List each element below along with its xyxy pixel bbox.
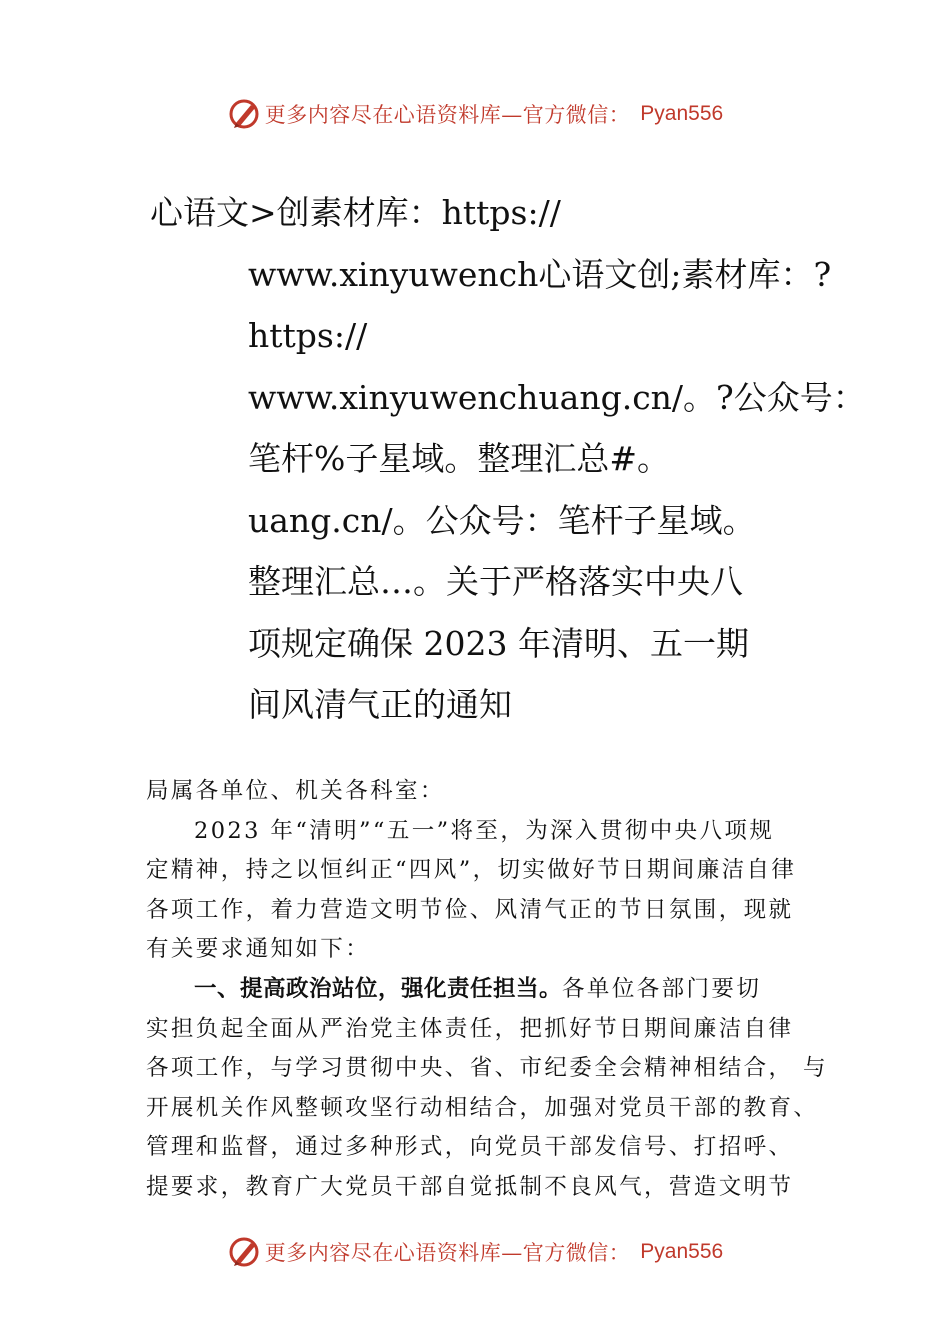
paragraph-line: 各项工作，着力营造文明节俭、风清气正的节日氛围，现就 bbox=[146, 896, 794, 923]
banner-text: 更多内容尽在心语资料库—官方微信： bbox=[264, 103, 631, 127]
pen-logo-icon bbox=[227, 1235, 261, 1269]
title-line: www.xinyuwench心语文创;素材库：? bbox=[248, 254, 832, 294]
paragraph-line: 各项工作，与学习贯彻中央、省、市纪委全会精神相结合， 与 bbox=[146, 1055, 828, 1082]
banner-text: 更多内容尽在心语资料库—官方微信： bbox=[264, 1241, 631, 1265]
section-heading-line bbox=[146, 970, 826, 1010]
paragraph-line: 提要求，教育广大党员干部自觉抵制不良风气，营造文明节 bbox=[146, 1173, 794, 1200]
paragraph-line: 开展机关作风整顿攻坚行动相结合，加强对党员干部的教育、 bbox=[146, 1094, 819, 1121]
salutation: 局属各单位、机关各科室： bbox=[146, 778, 445, 804]
header-watermark-banner bbox=[0, 94, 950, 134]
title-line: 笔杆%子星域。整理汇总#。 bbox=[248, 439, 671, 478]
paragraph-line: 2023 年“清明”“五一”将至，为深入贯彻中央八项规 bbox=[194, 817, 775, 844]
pen-logo-icon bbox=[227, 97, 261, 131]
title-line: www.xinyuwenchuang.cn/。?公众号： bbox=[248, 377, 866, 417]
document-title bbox=[150, 182, 866, 736]
title-line: 项规定确保 2023 年清明、五一期 bbox=[248, 623, 749, 663]
banner-wechat-id: Pyan556 bbox=[640, 102, 724, 125]
section-heading: 一、提高政治站位，强化责任担当。 bbox=[194, 975, 563, 1002]
title-line: https:// bbox=[248, 316, 368, 355]
paragraph-line: 管理和监督，通过多种形式，向党员干部发信号、打招呼、 bbox=[146, 1134, 794, 1161]
title-line: uang.cn/。公众号：笔杆子星域。 bbox=[248, 500, 756, 540]
document-body bbox=[146, 772, 826, 1208]
paragraph-line: 有关要求通知如下： bbox=[146, 936, 371, 963]
title-line: 整理汇总…。关于严格落实中央八 bbox=[248, 562, 743, 601]
banner-wechat-id: Pyan556 bbox=[640, 1240, 724, 1263]
title-line: 心语文>创素材库：https:// bbox=[150, 193, 561, 232]
paragraph-text: 各单位各部门要切 bbox=[562, 975, 762, 1002]
title-line: 间风清气正的通知 bbox=[248, 685, 512, 724]
footer-watermark-banner bbox=[0, 1232, 950, 1272]
paragraph-line: 实担负起全面从严治党主体责任，把抓好节日期间廉洁自律 bbox=[146, 1015, 794, 1042]
paragraph-line: 定精神，持之以恒纠正“四风”，切实做好节日期间廉洁自律 bbox=[146, 857, 797, 884]
